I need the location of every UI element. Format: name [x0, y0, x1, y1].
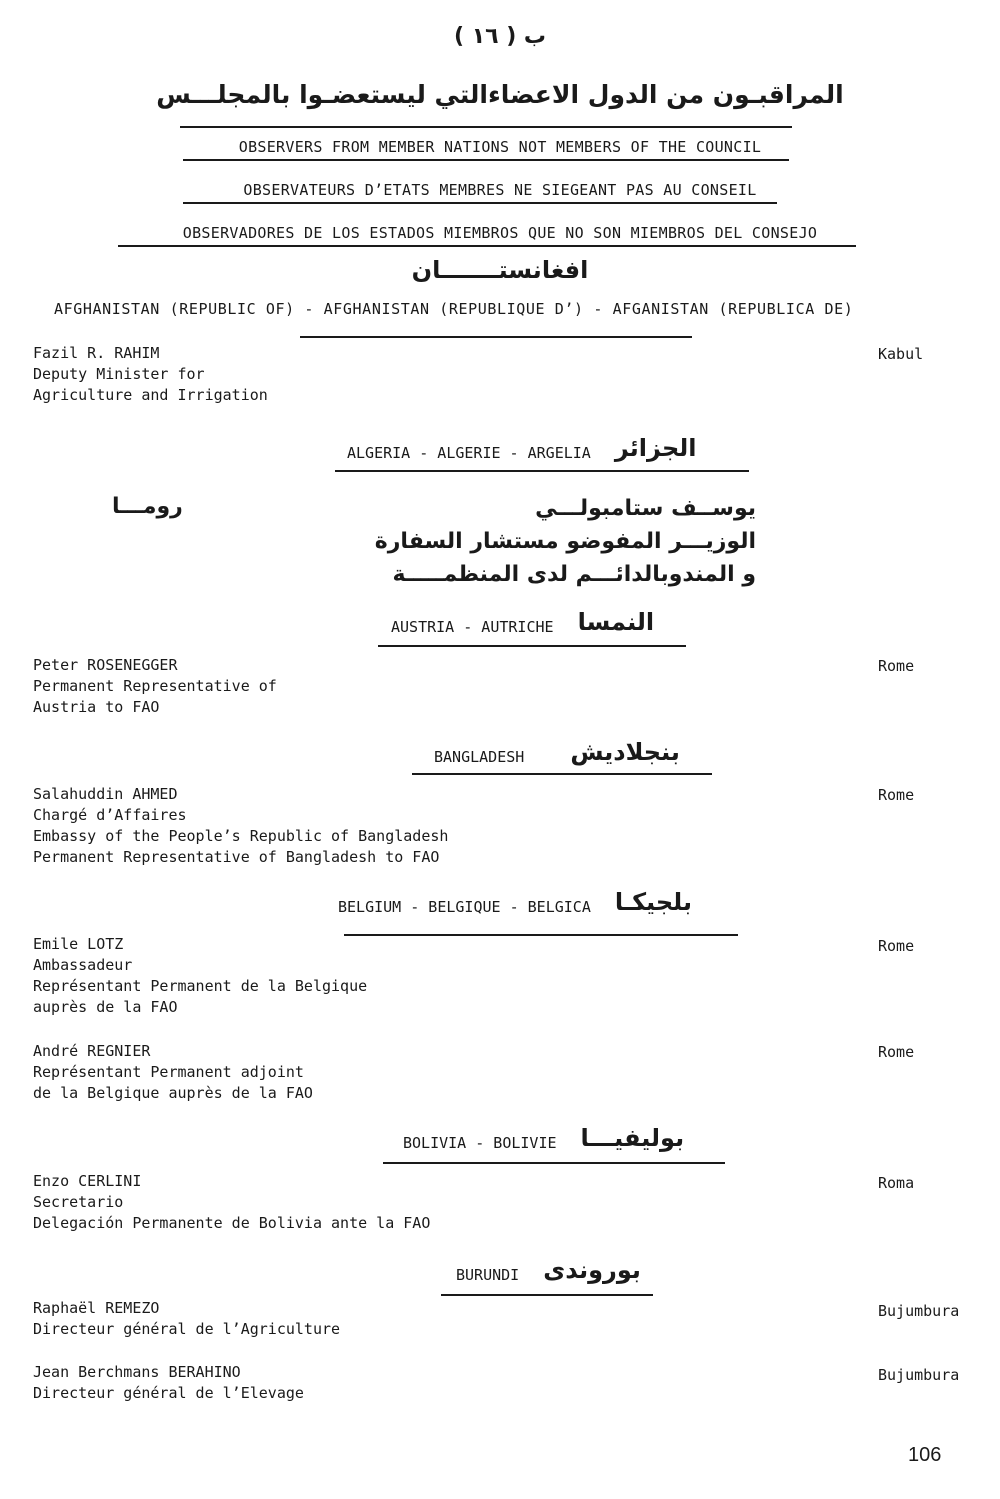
page-reference-arabic: ب ( ١٦ ) [453, 24, 547, 49]
delegate-title: Delegación Permanente de Bolivia ante la FAO [33, 1214, 431, 1232]
delegate-location: Bujumbura [878, 1366, 960, 1384]
austria-underline [378, 645, 686, 647]
title-french-underline [183, 202, 777, 204]
bangladesh-heading [434, 738, 680, 766]
algeria-name: ALGERIA - ALGERIE - ARGELIA [347, 444, 591, 462]
delegate-entry [33, 784, 448, 868]
delegate-title: Directeur général de l’Elevage [33, 1384, 304, 1402]
delegate-title: Secretario [33, 1193, 124, 1211]
delegate-name: Jean Berchmans BERAHINO [33, 1363, 241, 1381]
delegate-name: Raphaël REMEZO [33, 1299, 160, 1317]
delegate-title: Représentant Permanent adjoint [33, 1063, 304, 1081]
title-french: OBSERVATEURS D’ETATS MEMBRES NE SIEGEANT PAS AU CONSEIL [243, 181, 757, 199]
delegate-title: Permanent Representative of Bangladesh to FAO [33, 848, 440, 866]
bangladesh-name: BANGLADESH [434, 748, 525, 766]
delegate-name-arabic: يوســف ستامبولـــي [535, 496, 756, 521]
delegate-name: Peter ROSENEGGER [33, 656, 178, 674]
title-english: OBSERVERS FROM MEMBER NATIONS NOT MEMBERS OF THE COUNCIL [238, 138, 762, 156]
delegate-name: Emile LOTZ [33, 935, 124, 953]
delegate-location: Kabul [878, 345, 924, 363]
title-arabic: المراقبـون من الدول الاعضاءالتي ليستعضـوا بالمجلـــس [156, 80, 844, 109]
delegate-entry [33, 1298, 340, 1340]
bolivia-name-arabic: بوليفيـــا [580, 1124, 685, 1152]
delegate-name: Fazil R. RAHIM [33, 344, 160, 362]
title-spanish-underline [118, 245, 856, 247]
afghanistan-name-arabic: افغانستـــــــان [411, 256, 589, 284]
bangladesh-underline [412, 773, 712, 775]
title-english-underline [183, 159, 789, 161]
delegate-title: Permanent Representative of [33, 677, 277, 695]
burundi-name: BURUNDI [456, 1266, 520, 1284]
delegate-entry [33, 343, 268, 406]
burundi-heading [456, 1256, 641, 1284]
delegate-title: Agriculture and Irrigation [33, 386, 268, 404]
page-number: 106 [908, 1444, 942, 1466]
delegate-name: Enzo CERLINI [33, 1172, 142, 1190]
belgium-underline [344, 934, 738, 936]
delegate-title-arabic: و المندوبالدائـــم لدى المنظمـــــة [392, 562, 756, 587]
algeria-delegate-arabic [375, 492, 756, 591]
algeria-location-arabic: رومـــا [112, 494, 183, 519]
algeria-name-arabic: الجزائر [614, 434, 697, 462]
bangladesh-name-arabic: بنجلاديش [570, 738, 680, 766]
title-spanish: OBSERVADORES DE LOS ESTADOS MIEMBROS QUE NO SON MIEMBROS DEL CONSEJO [182, 224, 818, 242]
afghanistan-heading: AFGHANISTAN (REPUBLIC OF) - AFGHANISTAN (REPUBLIQUE D’) - AFGANISTAN (REPUBLICA DE) [54, 300, 854, 318]
delegate-entry [33, 655, 277, 718]
austria-name: AUSTRIA - AUTRICHE [391, 618, 554, 636]
delegate-location: Rome [878, 657, 915, 675]
delegate-title: de la Belgique auprès de la FAO [33, 1084, 313, 1102]
algeria-underline [335, 470, 749, 472]
bolivia-heading [403, 1124, 684, 1152]
austria-heading [391, 608, 654, 636]
delegate-title-arabic: الوزيـــر المفوضو مستشار السفارة [374, 529, 756, 554]
delegate-title: Chargé d’Affaires [33, 806, 187, 824]
delegate-name: André REGNIER [33, 1042, 151, 1060]
delegate-entry [33, 934, 367, 1018]
belgium-heading [338, 888, 692, 916]
algeria-heading [347, 434, 696, 462]
belgium-name: BELGIUM - BELGIQUE - BELGICA [338, 898, 591, 916]
delegate-location: Rome [878, 937, 915, 955]
delegate-title: Directeur général de l’Agriculture [33, 1320, 341, 1338]
delegate-location: Bujumbura [878, 1302, 960, 1320]
delegate-title: Embassy of the People’s Republic of Bangladesh [33, 827, 449, 845]
bolivia-underline [383, 1162, 725, 1164]
afghanistan-underline [300, 336, 692, 338]
delegate-name: Salahuddin AHMED [33, 785, 178, 803]
delegate-entry [33, 1171, 430, 1234]
delegate-entry [33, 1041, 313, 1104]
delegate-location: Roma [878, 1174, 915, 1192]
delegate-title: auprès de la FAO [33, 998, 178, 1016]
burundi-name-arabic: بوروندى [543, 1256, 641, 1284]
delegate-title: Deputy Minister for [33, 365, 205, 383]
delegate-location: Rome [878, 1043, 915, 1061]
delegate-title: Représentant Permanent de la Belgique [33, 977, 368, 995]
belgium-name-arabic: بلجيكـا [614, 888, 692, 916]
bolivia-name: BOLIVIA - BOLIVIE [403, 1134, 557, 1152]
delegate-title: Austria to FAO [33, 698, 160, 716]
title-arabic-underline [180, 126, 792, 128]
delegate-location: Rome [878, 786, 915, 804]
delegate-entry [33, 1362, 304, 1404]
burundi-underline [441, 1294, 653, 1296]
austria-name-arabic: النمسا [577, 608, 655, 636]
delegate-title: Ambassadeur [33, 956, 133, 974]
